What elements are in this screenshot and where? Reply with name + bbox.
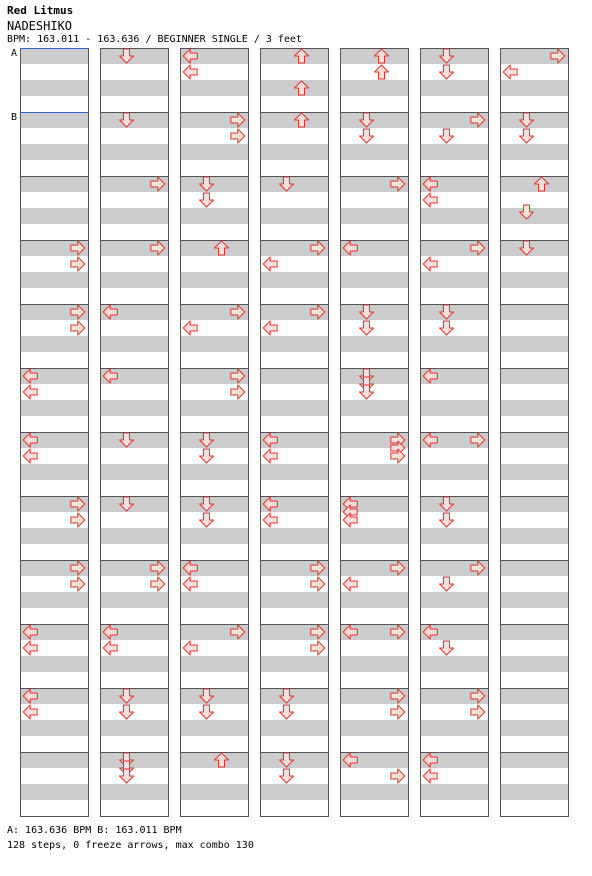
beat-band <box>420 400 488 416</box>
beat-band <box>340 80 408 96</box>
beat-band <box>500 592 568 608</box>
beat-band <box>180 400 248 416</box>
beat-band <box>340 272 408 288</box>
beat-band <box>20 336 88 352</box>
beat-band <box>20 272 88 288</box>
beat-band <box>500 720 568 736</box>
beat-band <box>500 688 568 704</box>
beat-band <box>180 720 248 736</box>
beat-band <box>180 336 248 352</box>
beat-band <box>500 80 568 96</box>
beat-band <box>260 656 328 672</box>
beat-band <box>500 656 568 672</box>
beat-band <box>260 272 328 288</box>
beat-band <box>100 208 168 224</box>
beat-band <box>420 528 488 544</box>
beat-band <box>340 336 408 352</box>
beat-band <box>180 656 248 672</box>
beat-band <box>340 592 408 608</box>
beat-band <box>100 400 168 416</box>
beat-band <box>180 528 248 544</box>
beat-band <box>20 464 88 480</box>
song-title: Red Litmus <box>7 4 74 17</box>
beat-band <box>20 176 88 192</box>
beat-band <box>500 336 568 352</box>
beat-band <box>500 432 568 448</box>
beat-band <box>20 592 88 608</box>
beat-band <box>100 80 168 96</box>
beat-band <box>420 80 488 96</box>
beat-band <box>180 208 248 224</box>
beat-band <box>340 720 408 736</box>
beat-band <box>260 208 328 224</box>
bpm-marker-label: A <box>11 48 18 59</box>
beat-band <box>260 720 328 736</box>
bpm-marker-label: B <box>11 112 18 123</box>
beat-band <box>260 784 328 800</box>
beat-band <box>420 720 488 736</box>
beat-band <box>20 80 88 96</box>
beat-band <box>500 400 568 416</box>
beat-band <box>500 208 568 224</box>
beat-band <box>420 464 488 480</box>
beat-band <box>260 144 328 160</box>
beat-band <box>500 752 568 768</box>
beat-band <box>340 208 408 224</box>
beat-band <box>500 304 568 320</box>
beat-band <box>180 592 248 608</box>
beat-band <box>500 272 568 288</box>
beat-band <box>20 144 88 160</box>
beat-band <box>420 592 488 608</box>
beat-band <box>20 208 88 224</box>
beat-band <box>420 272 488 288</box>
beat-band <box>420 656 488 672</box>
beat-band <box>180 80 248 96</box>
beat-band <box>260 528 328 544</box>
beat-band <box>420 336 488 352</box>
beat-band <box>100 528 168 544</box>
beat-band <box>500 624 568 640</box>
beat-band <box>260 464 328 480</box>
beat-band <box>180 272 248 288</box>
beat-band <box>340 144 408 160</box>
beat-band <box>20 528 88 544</box>
beat-band <box>260 400 328 416</box>
beat-band <box>20 656 88 672</box>
beat-band <box>100 784 168 800</box>
beat-band <box>20 112 88 128</box>
beat-band <box>500 784 568 800</box>
beat-band <box>100 336 168 352</box>
beat-band <box>100 656 168 672</box>
beat-band <box>100 720 168 736</box>
beat-band <box>500 496 568 512</box>
beat-band <box>20 720 88 736</box>
beat-band <box>340 784 408 800</box>
beat-band <box>340 528 408 544</box>
beat-band <box>420 784 488 800</box>
beat-band <box>260 336 328 352</box>
beat-band <box>100 592 168 608</box>
beat-band <box>100 464 168 480</box>
beat-band <box>20 400 88 416</box>
chart-info: BPM: 163.011 - 163.636 / BEGINNER SINGLE / 3 feet <box>7 34 303 45</box>
bpm-legend: A: 163.636 BPM B: 163.011 BPM <box>7 825 182 836</box>
beat-band <box>260 592 328 608</box>
beat-band <box>180 464 248 480</box>
beat-band <box>420 208 488 224</box>
beat-band <box>500 368 568 384</box>
beat-band <box>420 144 488 160</box>
beat-band <box>180 784 248 800</box>
beat-band <box>500 528 568 544</box>
beat-band <box>20 784 88 800</box>
beat-band <box>100 144 168 160</box>
beat-band <box>340 656 408 672</box>
beat-band <box>500 144 568 160</box>
beat-band <box>260 368 328 384</box>
beat-band <box>180 144 248 160</box>
beat-band <box>500 464 568 480</box>
beat-band <box>20 752 88 768</box>
beat-band <box>100 272 168 288</box>
step-stats: 128 steps, 0 freeze arrows, max combo 130 <box>7 840 254 851</box>
beat-band <box>500 560 568 576</box>
beat-band <box>340 464 408 480</box>
artist-name: NADESHIKO <box>7 19 73 33</box>
beat-band <box>340 400 408 416</box>
beat-band <box>20 48 88 64</box>
